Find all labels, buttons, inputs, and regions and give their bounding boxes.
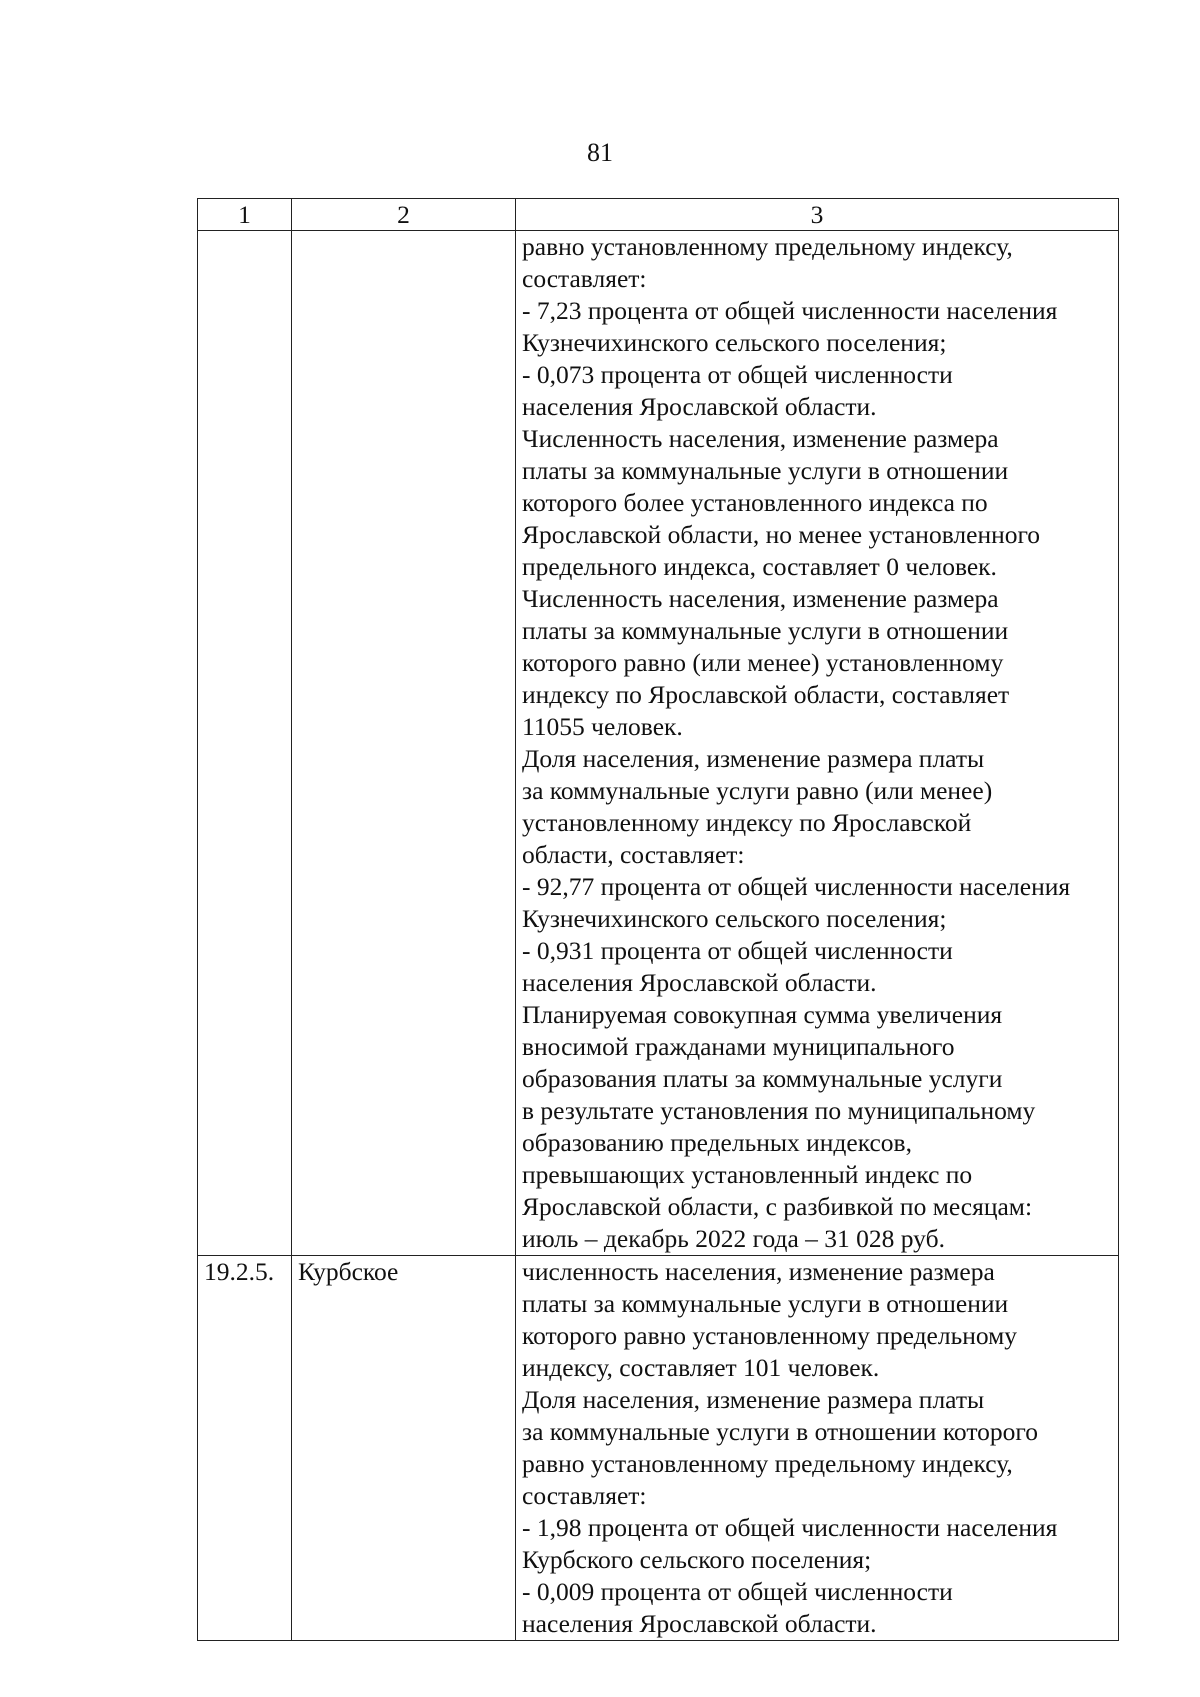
text-line: вносимой гражданами муниципального [522, 1032, 955, 1061]
text-line: за коммунальные услуги в отношении которого [522, 1417, 1038, 1446]
text-line: превышающих установленный индекс по [522, 1160, 973, 1189]
table-header-row [198, 199, 1119, 231]
row-number-cell: 19.2.5. [198, 1256, 292, 1641]
text-line: Численность населения, изменение размера [522, 424, 999, 453]
text-line: которого равно установленному предельному [522, 1321, 1018, 1350]
settlement-name-cell [292, 231, 516, 1256]
text-line: платы за коммунальные услуги в отношении [522, 1289, 1009, 1318]
text-line: 11055 человек. [522, 712, 683, 741]
text-line: образования платы за коммунальные услуги [522, 1064, 1003, 1093]
text-line: населения Ярославской области. [522, 392, 877, 421]
text-line: равно установленному предельному индексу, [522, 232, 1013, 261]
text-line: Планируемая совокупная сумма увеличения [522, 1000, 1003, 1029]
text-line: - 0,931 процента от общей численности [522, 936, 953, 965]
text-line: за коммунальные услуги равно (или менее) [522, 776, 993, 805]
text-line: составляет: [522, 1481, 647, 1510]
text-line: - 7,23 процента от общей численности населения [522, 296, 1058, 325]
text-line: индексу, составляет 101 человек. [522, 1353, 880, 1382]
column-header-1: 1 [198, 199, 292, 231]
text-line: населения Ярославской области. [522, 968, 877, 997]
text-line: Кузнечихинского сельского поселения; [522, 328, 947, 357]
text-line: равно установленному предельному индексу, [522, 1449, 1013, 1478]
text-line: установленному индексу по Ярославской [522, 808, 972, 837]
column-header-3: 3 [516, 199, 1119, 231]
text-line: в результате установления по муниципальному [522, 1096, 1036, 1125]
row-number-cell [198, 231, 292, 1256]
text-line: - 0,009 процента от общей численности [522, 1577, 953, 1606]
description-cell [516, 1256, 1119, 1641]
text-line: области, составляет: [522, 840, 745, 869]
text-line: июль – декабрь 2022 года – 31 028 руб. [522, 1224, 945, 1253]
text-line: образованию предельных индексов, [522, 1128, 912, 1157]
settlement-name-cell: Курбское [292, 1256, 516, 1641]
text-line: - 92,77 процента от общей численности населения [522, 872, 1071, 901]
text-line: которого равно (или менее) установленному [522, 648, 1004, 677]
description-cell [516, 231, 1119, 1256]
table-row [198, 1256, 1119, 1641]
table-body [198, 231, 1119, 1641]
text-line: Ярославской области, но менее установленного [522, 520, 1041, 549]
page-number: 81 [587, 138, 613, 167]
text-line: Доля населения, изменение размера платы [522, 744, 985, 773]
data-table [197, 198, 1119, 1641]
text-line: населения Ярославской области. [522, 1609, 877, 1638]
text-line: Кузнечихинского сельского поселения; [522, 904, 947, 933]
text-line: Ярославской области, с разбивкой по месяцам: [522, 1192, 1033, 1221]
text-line: Курбского сельского поселения; [522, 1545, 872, 1574]
text-line: индексу по Ярославской области, составляет [522, 680, 1010, 709]
table-row [198, 231, 1119, 1256]
text-line: предельного индекса, составляет 0 человек. [522, 552, 997, 581]
text-line: - 0,073 процента от общей численности [522, 360, 953, 389]
text-line: численность населения, изменение размера [522, 1257, 995, 1286]
text-line: - 1,98 процента от общей численности населения [522, 1513, 1058, 1542]
text-line: составляет: [522, 264, 647, 293]
column-header-2: 2 [292, 199, 516, 231]
text-line: Численность населения, изменение размера [522, 584, 999, 613]
text-line: Доля населения, изменение размера платы [522, 1385, 985, 1414]
text-line: платы за коммунальные услуги в отношении [522, 456, 1009, 485]
text-line: платы за коммунальные услуги в отношении [522, 616, 1009, 645]
text-line: которого более установленного индекса по [522, 488, 988, 517]
